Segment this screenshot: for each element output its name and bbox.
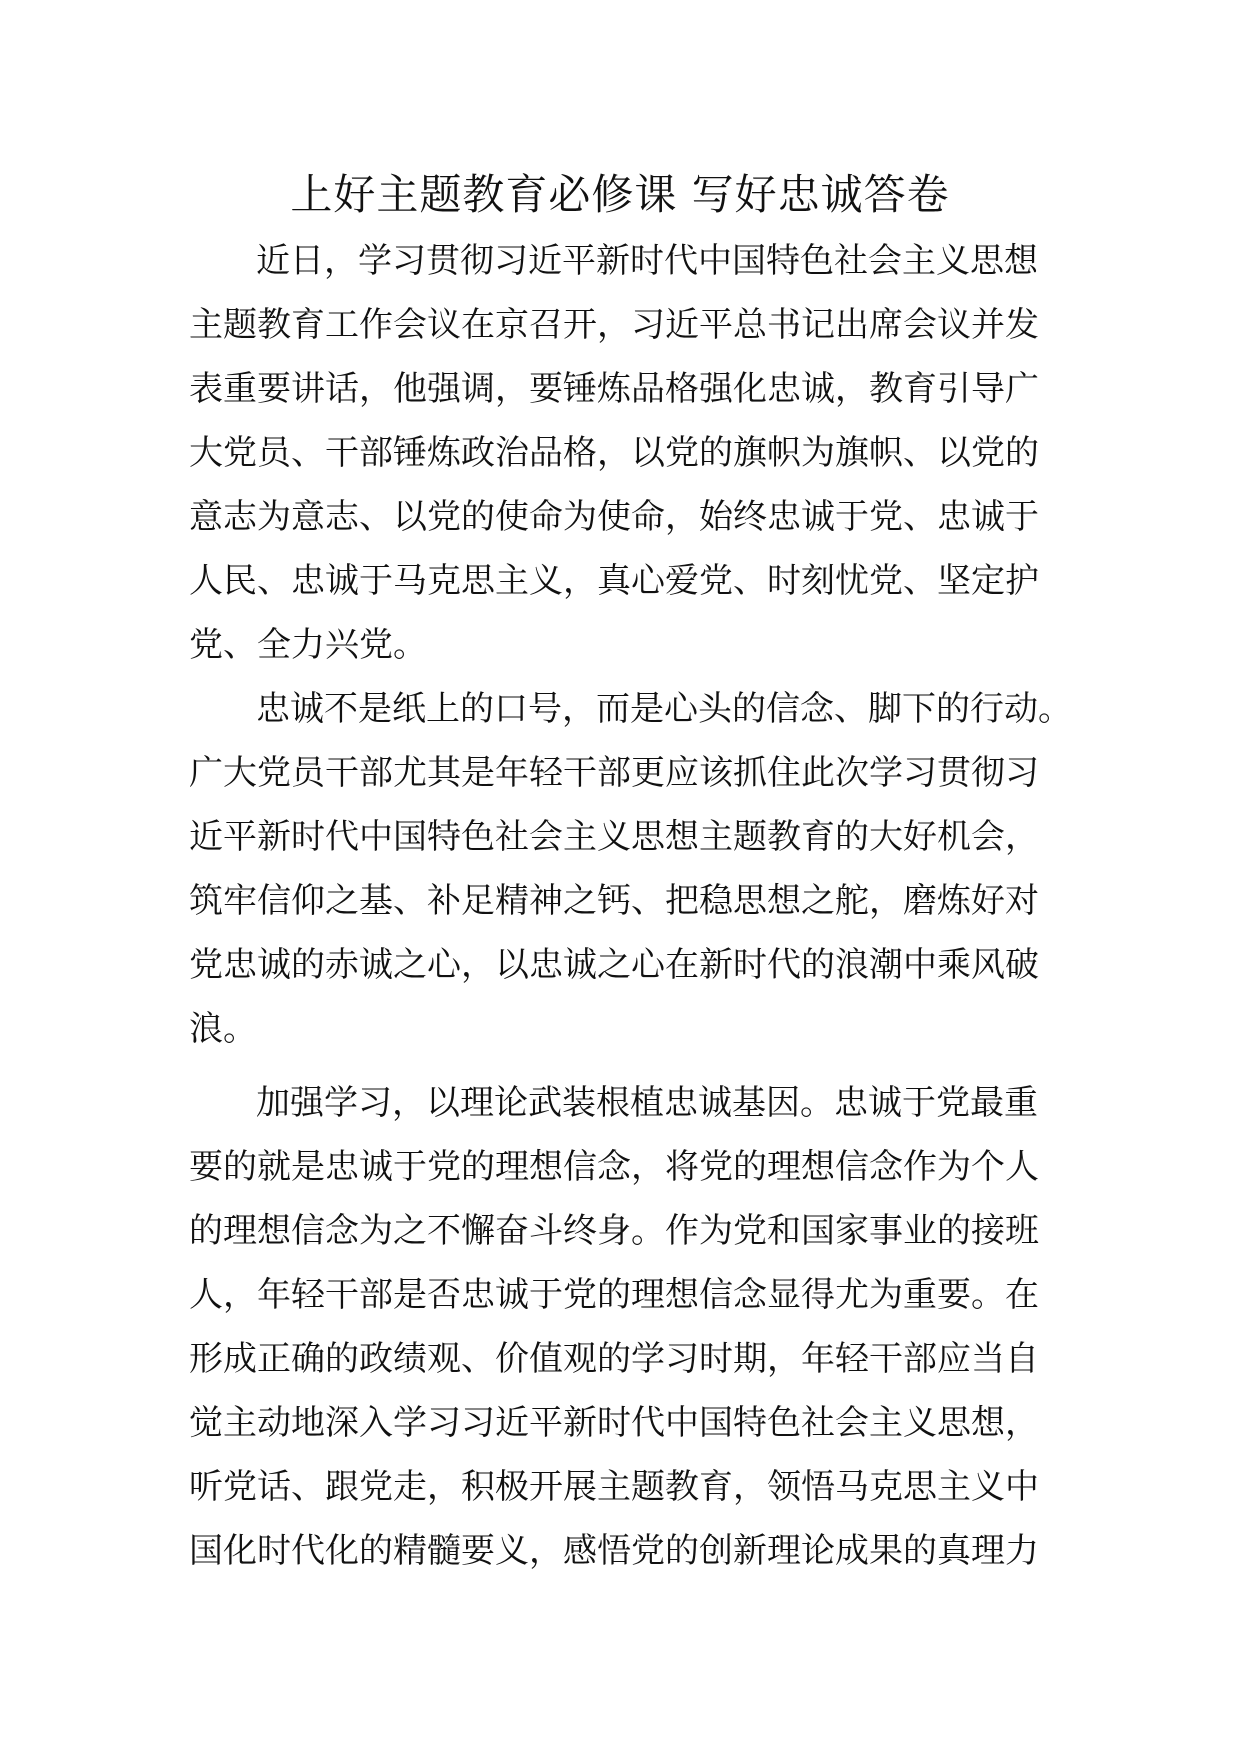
paragraph-1-line-6: 人民、忠诚于马克思主义，真心爱党、时刻忧党、坚定护 [189, 561, 1039, 601]
paragraph-3-line-6: 觉主动地深入学习习近平新时代中国特色社会主义思想， [189, 1403, 1039, 1443]
paragraph-3-line-2: 要的就是忠诚于党的理想信念，将党的理想信念作为个人 [189, 1147, 1039, 1187]
paragraph-2-line-1: 忠诚不是纸上的口号，而是心头的信念、脚下的行动。 [256, 689, 1072, 729]
paragraph-1-line-7: 党、全力兴党。 [189, 625, 427, 665]
paragraph-2-line-5: 党忠诚的赤诚之心，以忠诚之心在新时代的浪潮中乘风破 [189, 945, 1039, 985]
paragraph-2-line-3: 近平新时代中国特色社会主义思想主题教育的大好机会， [189, 817, 1039, 857]
paragraph-1-line-3: 表重要讲话，他强调，要锤炼品格强化忠诚，教育引导广 [189, 369, 1039, 409]
paragraph-2-line-4: 筑牢信仰之基、补足精神之钙、把稳思想之舵，磨炼好对 [189, 881, 1039, 921]
paragraph-1-line-4: 大党员、干部锤炼政治品格，以党的旗帜为旗帜、以党的 [189, 433, 1039, 473]
paragraph-3-line-4: 人，年轻干部是否忠诚于党的理想信念显得尤为重要。在 [189, 1275, 1039, 1315]
paragraph-2-line-6: 浪。 [189, 1009, 257, 1049]
paragraph-1-line-5: 意志为意志、以党的使命为使命，始终忠诚于党、忠诚于 [189, 497, 1039, 537]
paragraph-1-line-2: 主题教育工作会议在京召开，习近平总书记出席会议并发 [189, 305, 1039, 345]
paragraph-3-line-3: 的理想信念为之不懈奋斗终身。作为党和国家事业的接班 [189, 1211, 1039, 1251]
paragraph-3-line-5: 形成正确的政绩观、价值观的学习时期，年轻干部应当自 [189, 1339, 1039, 1379]
paragraph-3-line-1: 加强学习，以理论武装根植忠诚基因。忠诚于党最重 [256, 1083, 1038, 1123]
paragraph-3-line-7: 听党话、跟党走，积极开展主题教育，领悟马克思主义中 [189, 1467, 1039, 1507]
paragraph-2-line-2: 广大党员干部尤其是年轻干部更应该抓住此次学习贯彻习 [189, 753, 1039, 793]
paragraph-3-line-8: 国化时代化的精髓要义，感悟党的创新理论成果的真理力 [189, 1531, 1039, 1571]
document-title: 上好主题教育必修课 写好忠诚答卷 [290, 170, 950, 219]
paragraph-1-line-1: 近日，学习贯彻习近平新时代中国特色社会主义思想 [256, 241, 1038, 281]
